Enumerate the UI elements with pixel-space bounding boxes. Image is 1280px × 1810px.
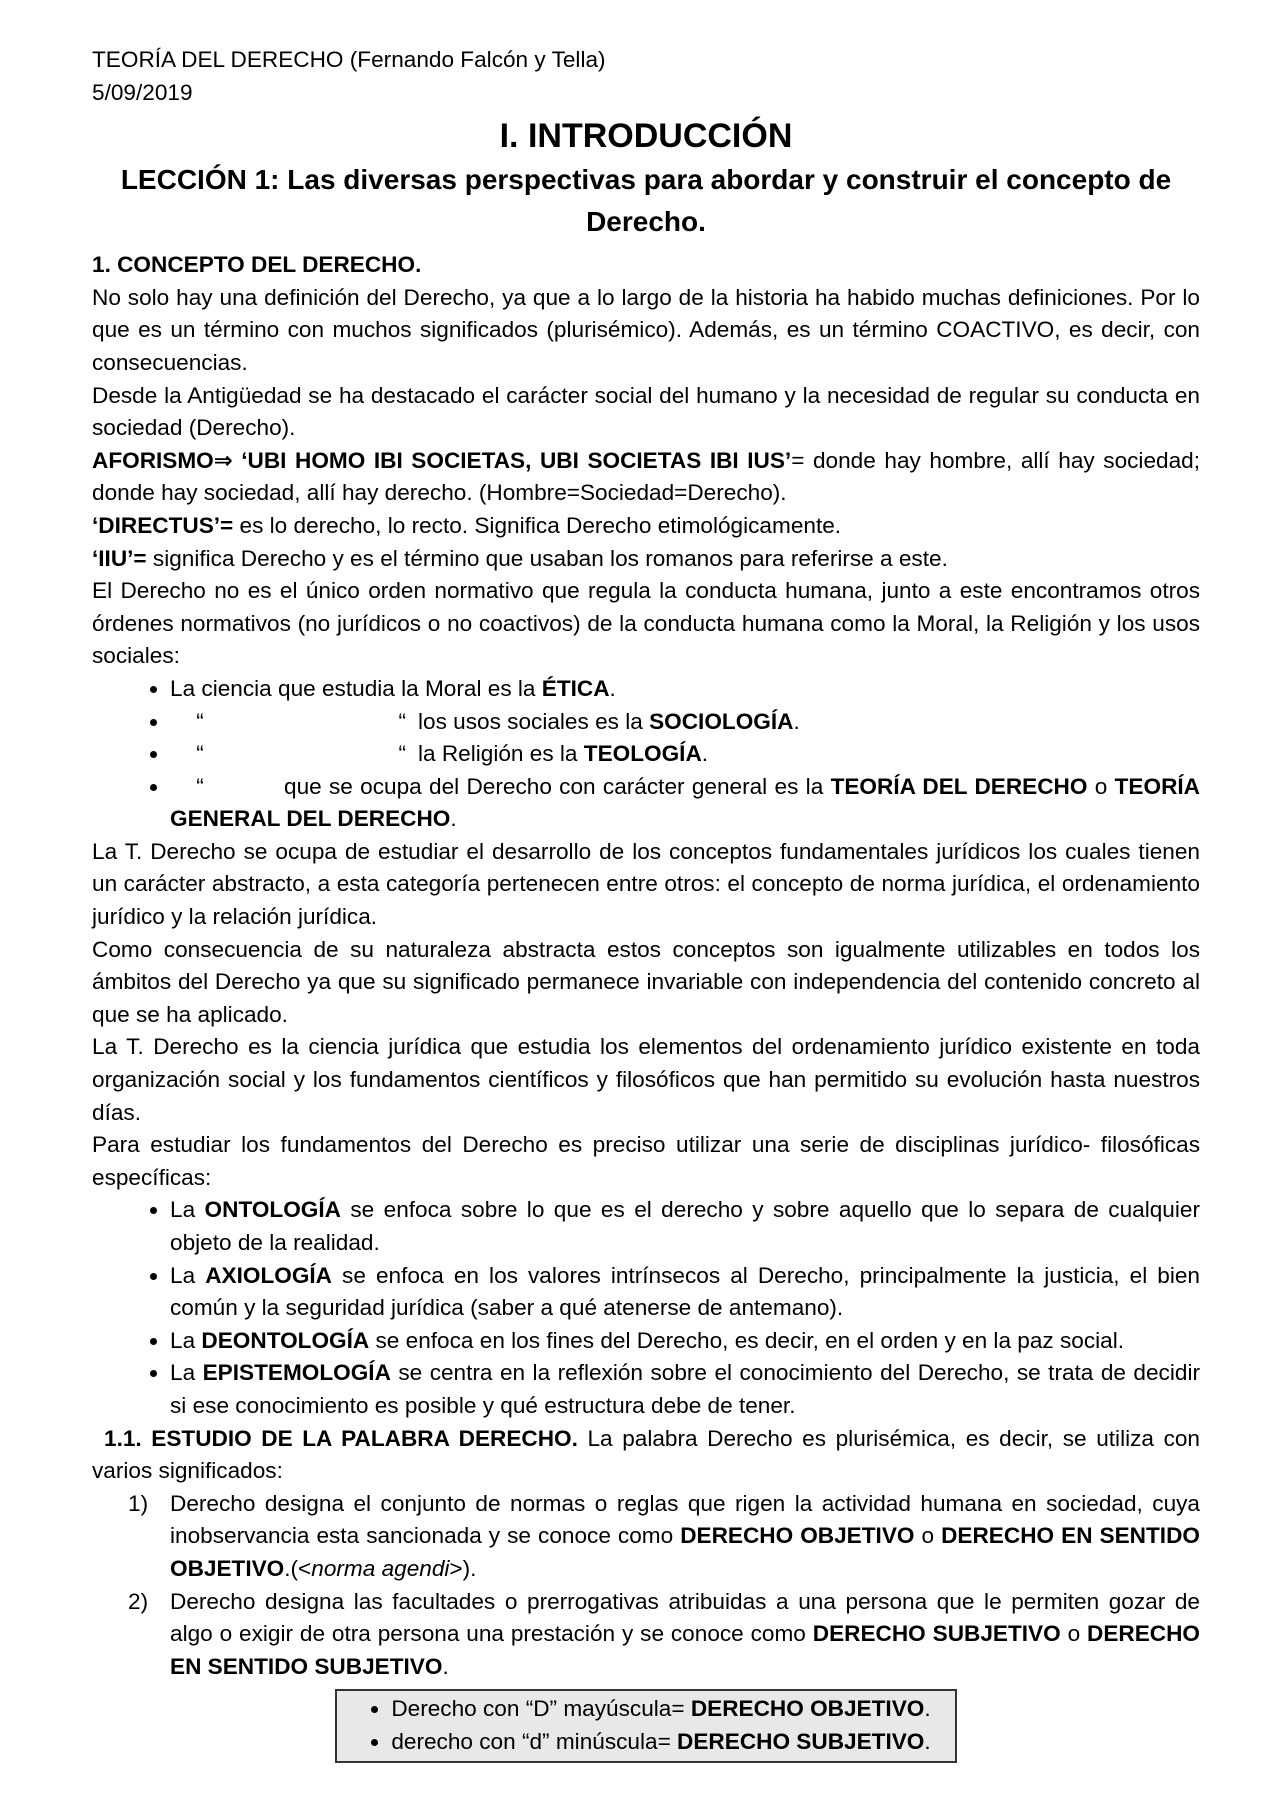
list-item: • La DEONTOLOGÍA se enfoca en los fines del Derecho, es decir, en el orden y en la paz social. xyxy=(170,1325,1200,1358)
document-page xyxy=(92,44,1200,1763)
list-item: 1) Derecho designa el conjunto de normas o reglas que rigen la actividad humana en sociedad, cuya inobservancia esta sancionada y se conoce como DERECHO OBJETIVO o DERECHO EN SENTIDO OBJETIVO.(<norma agendi>). xyxy=(128,1490,1200,1581)
sciences-list xyxy=(92,673,1200,836)
list-item: • La EPISTEMOLOGÍA se centra en la reflexión sobre el conocimiento del Derecho, se trata de decidir si ese conocimiento es posible y qué estructura debe de tener. xyxy=(170,1357,1200,1422)
course-header: TEORÍA DEL DERECHO (Fernando Falcón y Tella) xyxy=(92,47,606,72)
iiu-text: significa Derecho y es el término que usaban los romanos para referirse a este. xyxy=(146,545,948,571)
list-item: 2) Derecho designa las facultades o prerrogativas atribuidas a una persona que le permiten gozar de algo o exigir de otra persona una prestación y se conoce como DERECHO SUBJETIVO o DERECHO EN SENTIDO SUBJETIVO. xyxy=(128,1588,1200,1679)
paragraph: El Derecho no es el único orden normativo que regula la conducta humana, junto a este encontramos otros órdenes normativos (no jurídicos o no coactivos) de la conducta humana como la Moral, la Religión y los usos sociales: xyxy=(92,578,1200,669)
list-item: • La ONTOLOGÍA se enfoca sobre lo que es el derecho y sobre aquello que lo separa de cualquier objeto de la realidad. xyxy=(170,1194,1200,1259)
directus-label: ‘DIRECTUS’= xyxy=(92,512,234,538)
iiu-label: ‘IIU’= xyxy=(92,545,147,571)
lesson-title: LECCIÓN 1: Las diversas perspectivas para abordar y construir el concepto de Derecho. xyxy=(120,164,1172,238)
list-item: • “ que se ocupa del Derecho con carácter general es la TEORÍA DEL DERECHO o TEORÍA GENERAL DEL DERECHO. xyxy=(170,771,1200,836)
paragraph: No solo hay una definición del Derecho, ya que a lo largo de la historia ha habido muchas definiciones. Por lo que es un término con muchos significados (plurisémico). Además, es un término COACTIVO, es decir, con consecuencias. xyxy=(92,284,1200,375)
iiu-paragraph xyxy=(92,543,1200,576)
aforismo-label: AFORISMO⇒ ‘UBI HOMO IBI SOCIETAS, UBI SOCIETAS IBI IUS’ xyxy=(92,447,792,473)
list-item: • “ “ los usos sociales es la SOCIOLOGÍA. xyxy=(170,706,1200,739)
summary-list xyxy=(367,1693,930,1758)
subsection-intro: La palabra Derecho es plurisémica, es decir, se utiliza con varios significados: xyxy=(92,1425,1200,1484)
aforismo-paragraph xyxy=(92,445,1200,510)
list-item: • Derecho con “D” mayúscula= DERECHO OBJETIVO. xyxy=(391,1693,930,1726)
paragraph: Como consecuencia de su naturaleza abstracta estos conceptos son igualmente utilizables en todos los ámbitos del Derecho ya que su significado permanece invariable con independencia del contenido concreto al que se ha aplicado. xyxy=(92,936,1200,1027)
paragraph: La T. Derecho se ocupa de estudiar el desarrollo de los conceptos fundamentales jurídicos los cuales tienen un carácter abstracto, a esta categoría pertenecen entre otros: el concepto de norma jurídica, el ordenamiento jurídico y la relación jurídica. xyxy=(92,838,1200,930)
directus-text: es lo derecho, lo recto. Significa Derecho etimológicamente. xyxy=(233,512,842,538)
page-title: I. INTRODUCCIÓN xyxy=(499,117,793,156)
summary-box xyxy=(335,1689,956,1762)
date-header: 5/09/2019 xyxy=(92,79,193,105)
list-item: • La AXIOLOGÍA se enfoca en los valores intrínsecos al Derecho, principalmente la justicia, el bien común y la seguridad jurídica (saber a qué atenerse de antemano). xyxy=(170,1260,1200,1325)
subsection-heading: 1.1. ESTUDIO DE LA PALABRA DERECHO. xyxy=(104,1425,578,1451)
disciplines-list xyxy=(92,1194,1200,1422)
meanings-list xyxy=(92,1488,1200,1684)
directus-paragraph xyxy=(92,510,1200,543)
section-heading-1: 1. CONCEPTO DEL DERECHO. xyxy=(92,252,422,278)
list-item: • derecho con “d” minúscula= DERECHO SUBJETIVO. xyxy=(391,1726,930,1759)
paragraph: La T. Derecho es la ciencia jurídica que estudia los elementos del ordenamiento jurídico existente en toda organización social y los fundamentos científicos y filosóficos que han permitido su evolución hasta nuestros días. xyxy=(92,1034,1200,1125)
aforismo-text: = donde hay hombre, allí hay sociedad; donde hay sociedad, allí hay derecho. (Hombre=Sociedad=Derecho). xyxy=(92,447,1200,506)
list-item: • La ciencia que estudia la Moral es la ÉTICA. xyxy=(170,673,1200,706)
list-item: • “ “ la Religión es la TEOLOGÍA. xyxy=(170,738,1200,771)
paragraph: Para estudiar los fundamentos del Derecho es preciso utilizar una serie de disciplinas jurídico- filosóficas específicas: xyxy=(92,1132,1200,1190)
subsection-paragraph xyxy=(92,1423,1200,1488)
summary-box-wrapper xyxy=(92,1689,1200,1762)
paragraph: Desde la Antigüedad se ha destacado el carácter social del humano y la necesidad de regular su conducta en sociedad (Derecho). xyxy=(92,382,1200,441)
